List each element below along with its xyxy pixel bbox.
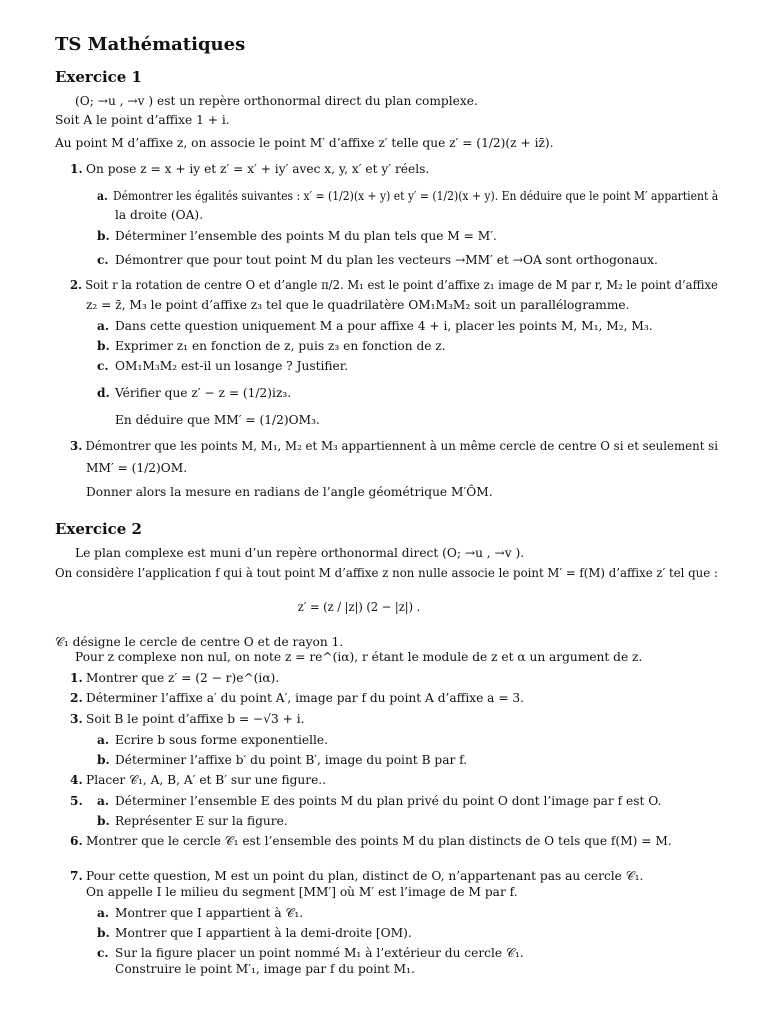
ex1-question-1b bbox=[97, 229, 497, 244]
ex2-formula: z′ = (z / |z|) (2 − |z|) . bbox=[297, 600, 421, 614]
ex1-question-3-cont: Donner alors la mesure en radians de l’angle géométrique M′ÔM. bbox=[86, 485, 493, 499]
question-letter: b. bbox=[97, 753, 110, 767]
question-text: Exprimer z₁ en fonction de z, puis z₃ en fonction de z. bbox=[115, 339, 446, 353]
question-text: Déterminer l’ensemble E des points M du plan privé du point O dont l’image par f est O. bbox=[115, 794, 662, 808]
question-letter: c. bbox=[97, 946, 109, 960]
question-number: 6. bbox=[70, 834, 83, 848]
ex2-question-7 bbox=[70, 869, 643, 884]
question-number: 5. bbox=[70, 794, 83, 808]
question-number: 7. bbox=[70, 869, 83, 883]
question-letter: d. bbox=[97, 386, 110, 400]
question-letter: a. bbox=[97, 319, 110, 333]
question-text: Démontrer que les points M, M₁, M₂ et M₃ appartiennent à un même cercle de centre O si et seulement si bbox=[85, 439, 718, 453]
ex1-question-2d bbox=[97, 386, 291, 401]
question-text: Démontrer les égalités suivantes : x′ = (1/2)(x + y) et y′ = (1/2)(x + y). En déduire que le point M′ appartient à bbox=[112, 189, 719, 203]
ex2-question-7-cont: On appelle I le milieu du segment [MM′] où M′ est l’image de M par f. bbox=[86, 885, 518, 899]
ex2-question-7c-cont: Construire le point M′₁, image par f du point M₁. bbox=[115, 962, 415, 976]
ex1-question-2 bbox=[70, 278, 718, 293]
exercise-2-heading: Exercice 2 bbox=[55, 520, 142, 538]
ex2-question-6 bbox=[70, 834, 672, 849]
ex2-question-4 bbox=[70, 773, 326, 788]
ex1-question-2d-cont: En déduire que MM′ = (1/2)OM₃. bbox=[115, 413, 320, 427]
ex1-intro-line: Au point M d’affixe z, on associe le point M′ d’affixe z′ telle que z′ = (1/2)(z + iz̄). bbox=[55, 136, 554, 150]
question-text: Montrer que I appartient à 𝒞₁. bbox=[115, 906, 304, 920]
question-text: Vérifier que z′ − z = (1/2)iz₃. bbox=[115, 386, 292, 400]
question-text: Pour cette question, M est un point du plan, distinct de O, n’appartenant pas au cercle 𝒞₁. bbox=[86, 869, 644, 883]
exercise-1-heading: Exercice 1 bbox=[55, 68, 142, 86]
ex1-intro-line: (O; →u , →v ) est un repère orthonormal direct du plan complexe. bbox=[75, 94, 478, 108]
question-letter: b. bbox=[97, 229, 110, 243]
question-letter: c. bbox=[97, 253, 109, 267]
question-letter: b. bbox=[97, 926, 110, 940]
ex1-question-1 bbox=[70, 162, 429, 177]
ex2-question-5 bbox=[70, 794, 661, 809]
question-number: 3. bbox=[70, 439, 83, 453]
question-text: Dans cette question uniquement M a pour affixe 4 + i, placer les points M, M₁, M₂, M₃. bbox=[115, 319, 653, 333]
question-letter: b. bbox=[97, 814, 110, 828]
ex2-polar-notation: Pour z complexe non nul, on note z = re^(iα), r étant le module de z et α un argument de z. bbox=[75, 650, 643, 664]
ex2-question-7b bbox=[97, 926, 412, 941]
ex1-question-3 bbox=[70, 439, 718, 454]
ex2-c1-definition: 𝒞₁ désigne le cercle de centre O et de rayon 1. bbox=[55, 635, 344, 649]
ex2-question-2 bbox=[70, 691, 524, 706]
question-letter: b. bbox=[97, 339, 110, 353]
question-text: Soit B le point d’affixe b = −√3 + i. bbox=[86, 712, 305, 726]
question-number: 2. bbox=[70, 278, 83, 292]
ex2-question-7a bbox=[97, 906, 303, 921]
question-text: Sur la figure placer un point nommé M₁ à l’extérieur du cercle 𝒞₁. bbox=[115, 946, 524, 960]
question-number: 2. bbox=[70, 691, 83, 705]
question-text: Déterminer l’affixe b′ du point B′, image du point B par f. bbox=[115, 753, 468, 767]
question-text: Montrer que le cercle 𝒞₁ est l’ensemble des points M du plan distincts de O tels que f(M) = M. bbox=[86, 834, 672, 848]
ex1-question-3-cont: MM′ = (1/2)OM. bbox=[86, 461, 188, 475]
question-letter: a. bbox=[97, 794, 110, 808]
ex1-question-1c bbox=[97, 253, 658, 268]
question-text: Déterminer l’ensemble des points M du plan tels que M = M′. bbox=[115, 229, 497, 243]
question-text: Montrer que I appartient à la demi-droite [OM). bbox=[115, 926, 412, 940]
question-text: On pose z = x + iy et z′ = x′ + iy′ avec x, y, x′ et y′ réels. bbox=[86, 162, 430, 176]
ex2-question-3a bbox=[97, 733, 328, 748]
question-letter: c. bbox=[97, 359, 109, 373]
ex1-question-2b bbox=[97, 339, 446, 354]
ex1-question-1a-cont: la droite (OA). bbox=[115, 208, 204, 222]
question-text: Représenter E sur la figure. bbox=[115, 814, 288, 828]
question-text: Soit r la rotation de centre O et d’angle π/2. M₁ est le point d’affixe z₁ image de M par r, M₂ le point d’affixe bbox=[85, 278, 718, 292]
ex1-question-2-cont: z₂ = z̄, M₃ le point d’affixe z₃ tel que le quadrilatère OM₁M₃M₂ soit un parallélogramme. bbox=[86, 298, 630, 312]
document-title: TS Mathématiques bbox=[55, 34, 246, 55]
question-number: 3. bbox=[70, 712, 83, 726]
ex2-question-3b bbox=[97, 753, 467, 768]
question-number: 1. bbox=[70, 671, 83, 685]
ex1-question-2c bbox=[97, 359, 348, 374]
ex1-intro-line: Soit A le point d’affixe 1 + i. bbox=[55, 113, 230, 127]
question-text: Déterminer l’affixe a′ du point A′, image par f du point A d’affixe a = 3. bbox=[86, 691, 525, 705]
ex2-intro-line: On considère l’application f qui à tout point M d’affixe z non nulle associe le point M′ = f(M) d’affixe z′ tel que : bbox=[55, 566, 718, 580]
question-letter: a. bbox=[97, 189, 108, 203]
ex2-question-5b bbox=[97, 814, 288, 829]
question-text: OM₁M₃M₂ est-il un losange ? Justifier. bbox=[115, 359, 349, 373]
ex2-question-7c bbox=[97, 946, 524, 961]
ex2-intro-line: Le plan complexe est muni d’un repère orthonormal direct (O; →u , →v ). bbox=[75, 546, 525, 560]
question-text: Montrer que z′ = (2 − r)e^(iα). bbox=[86, 671, 280, 685]
question-text: Ecrire b sous forme exponentielle. bbox=[115, 733, 328, 747]
question-text: Démontrer que pour tout point M du plan les vecteurs →MM′ et →OA sont orthogonaux. bbox=[115, 253, 658, 267]
question-letter: a. bbox=[97, 733, 110, 747]
ex2-question-3 bbox=[70, 712, 305, 727]
question-text: Placer 𝒞₁, A, B, A′ et B′ sur une figure.. bbox=[86, 773, 327, 787]
question-number: 1. bbox=[70, 162, 83, 176]
question-letter: a. bbox=[97, 906, 110, 920]
question-number: 4. bbox=[70, 773, 83, 787]
ex1-question-1a bbox=[97, 189, 718, 204]
ex1-question-2a bbox=[97, 319, 653, 334]
ex2-question-1 bbox=[70, 671, 279, 686]
